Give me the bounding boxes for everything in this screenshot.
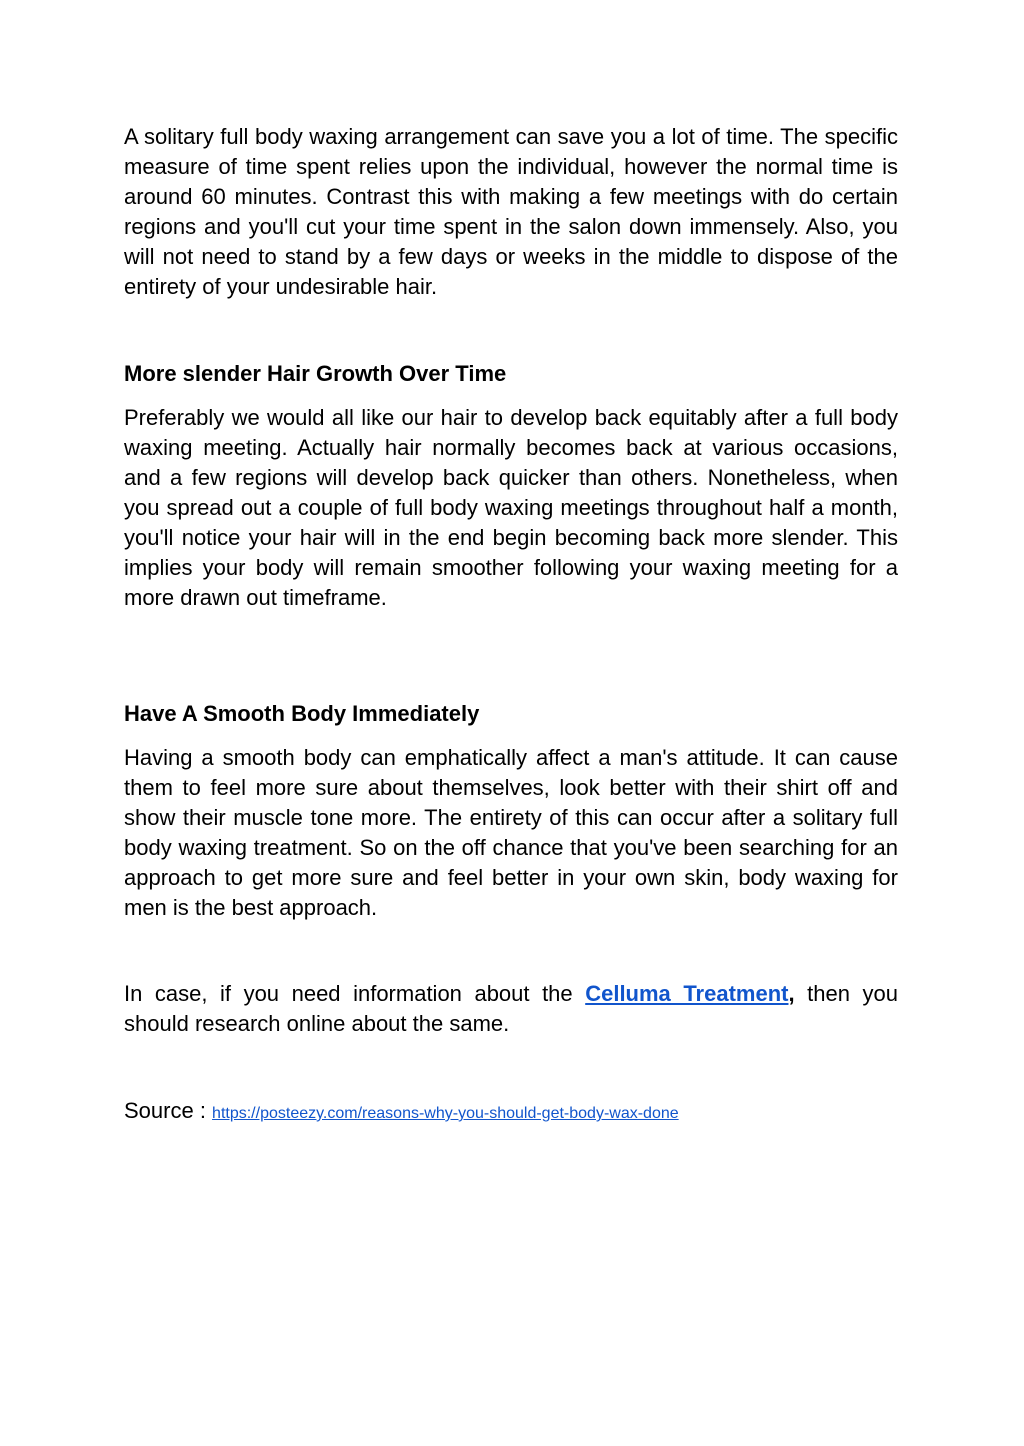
info-paragraph: [124, 979, 898, 1039]
celluma-treatment-link[interactable]: Celluma Treatment: [585, 981, 789, 1006]
source-line: [124, 1096, 898, 1129]
source-label: Source :: [124, 1098, 213, 1123]
source-url-link[interactable]: https://posteezy.com/reasons-why-you-should-get-body-wax-done: [212, 1105, 679, 1122]
heading-hair-growth: More slender Hair Growth Over Time: [124, 361, 507, 386]
heading-smooth-body: Have A Smooth Body Immediately: [124, 701, 480, 726]
info-prefix: In case, if you need information about the: [124, 981, 586, 1006]
intro-paragraph: A solitary full body waxing arrangement can save you a lot of time. The specific measure of time spent relies upon the individual, however the normal time is around 60 minutes. Contrast this with making a few meetings with do certain regions and you'll cut your time spent in the salon down immensely. Also, you will not need to stand by a few days or weeks in the middle to dispose of the entirety of your undesirable hair.: [124, 124, 898, 299]
hair-growth-paragraph: Preferably we would all like our hair to develop back equitably after a full body waxing meeting. Actually hair normally becomes back at various occasions, and a few regions will develop back quicker than others. Nonetheless, when you spread out a couple of full body waxing meetings throughout half a month, you'll notice your hair will in the end begin becoming back more slender. This implies your body will remain smoother following your waxing meeting for a more drawn out timeframe.: [124, 405, 898, 610]
info-suffix: then you should research online about the same.: [124, 981, 898, 1036]
smooth-body-paragraph: Having a smooth body can emphatically affect a man's attitude. It can cause them to feel more sure about themselves, look better with their shirt off and show their muscle tone more. The entirety of this can occur after a solitary full body waxing treatment. So on the off chance that you've been searching for an approach to get more sure and feel better in your own skin, body waxing for men is the best approach.: [124, 745, 898, 920]
info-comma: ,: [788, 981, 795, 1006]
